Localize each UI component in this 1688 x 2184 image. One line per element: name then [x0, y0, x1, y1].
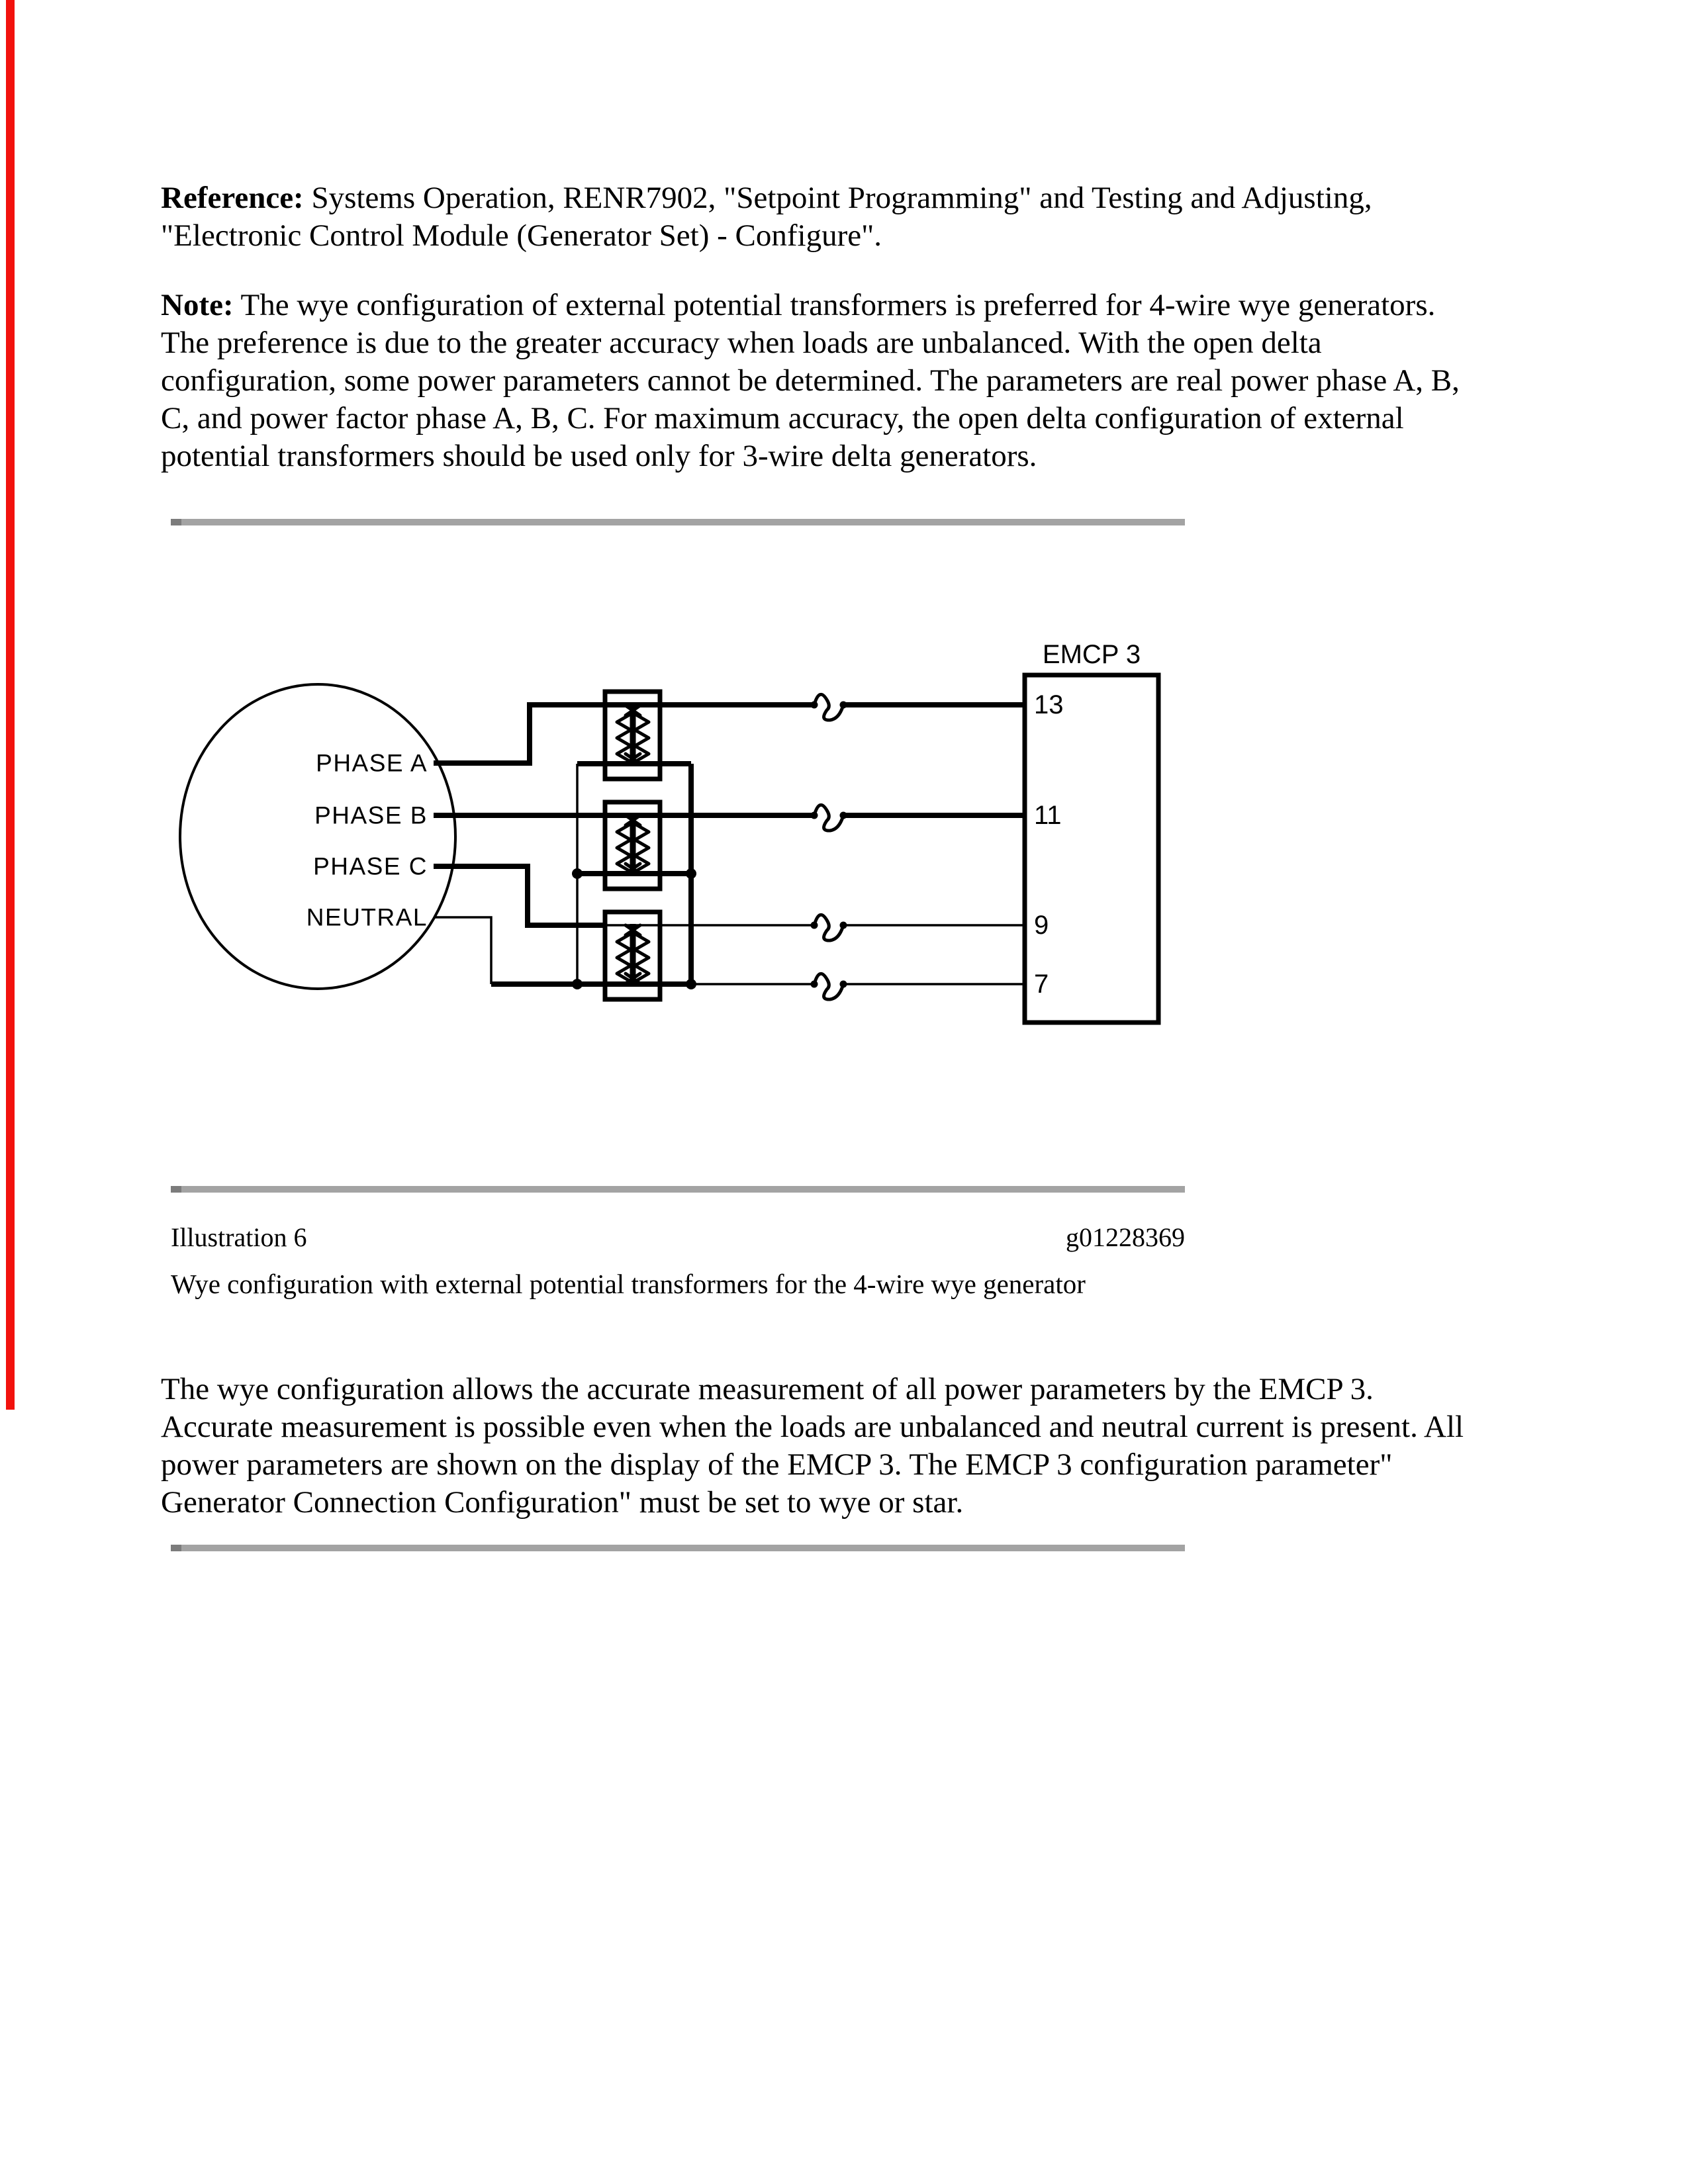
terminal-13-label: 13: [1034, 690, 1064, 719]
fuse-icon: [811, 694, 847, 720]
wiring-diagram: [159, 622, 1192, 1052]
terminal-9-label: 9: [1034, 911, 1049, 940]
terminal-7-label: 7: [1034, 970, 1049, 999]
fuse-icon: [811, 974, 847, 999]
sidebar-marker: [6, 0, 15, 1410]
reference-paragraph: [161, 179, 1485, 255]
emcp3-label: EMCP 3: [1042, 640, 1141, 669]
junction-dot: [572, 979, 583, 989]
wire-neutral-leader: [434, 917, 491, 984]
transformer-winding-icon: [617, 704, 649, 765]
fuse-icon: [811, 915, 847, 940]
horizontal-rule: [171, 1545, 1185, 1551]
generator-circle: [180, 684, 455, 989]
note-text: The wye configuration of external potential transformers is preferred for 4-wire wye generators. The preference is due to the greater accuracy when loads are unbalanced. With the open delta configuration, some power parameters cannot be determined. The parameters are real power phase A, B, C, and power factor phase A, B, C. For maximum accuracy, the open delta configuration of external potential transformers should be used only for 3-wire delta generators.: [161, 288, 1460, 473]
phase-c-label: PHASE C: [313, 852, 428, 880]
transformer-winding-icon: [617, 814, 649, 875]
phase-b-label: PHASE B: [314, 801, 428, 829]
note-paragraph: [161, 287, 1485, 475]
note-label: Note:: [161, 288, 234, 322]
illustration-code: g01228369: [1066, 1222, 1185, 1252]
fuse-icon: [811, 805, 847, 831]
junction-dot: [572, 868, 583, 879]
illustration-label: Illustration 6: [171, 1222, 307, 1252]
horizontal-rule: [171, 519, 1185, 525]
neutral-label: NEUTRAL: [306, 903, 428, 931]
reference-label: Reference:: [161, 181, 304, 215]
illustration-row: [171, 1223, 1185, 1252]
illustration-caption: Wye configuration with external potential transformers for the 4-wire wye generator: [171, 1269, 1086, 1299]
transformer-winding-icon: [617, 924, 649, 985]
junction-dot: [686, 979, 696, 989]
junction-dot: [686, 868, 696, 879]
phase-a-label: PHASE A: [316, 749, 428, 777]
terminal-11-label: 11: [1034, 801, 1062, 830]
horizontal-rule: [171, 1186, 1185, 1193]
body-paragraph: The wye configuration allows the accurate measurement of all power parameters by the EMCP 3. Accurate measurement is possible even when the loads are unbalanced and neutral current is present. All power parameters are shown on the display of the EMCP 3. The EMCP 3 configuration parameter" Generator Connection Configuration" must be set to wye or star.: [161, 1372, 1464, 1520]
reference-text: Systems Operation, RENR7902, "Setpoint Programming" and Testing and Adjusting, "Electronic Control Module (Generator Set) - Configure".: [161, 181, 1372, 253]
